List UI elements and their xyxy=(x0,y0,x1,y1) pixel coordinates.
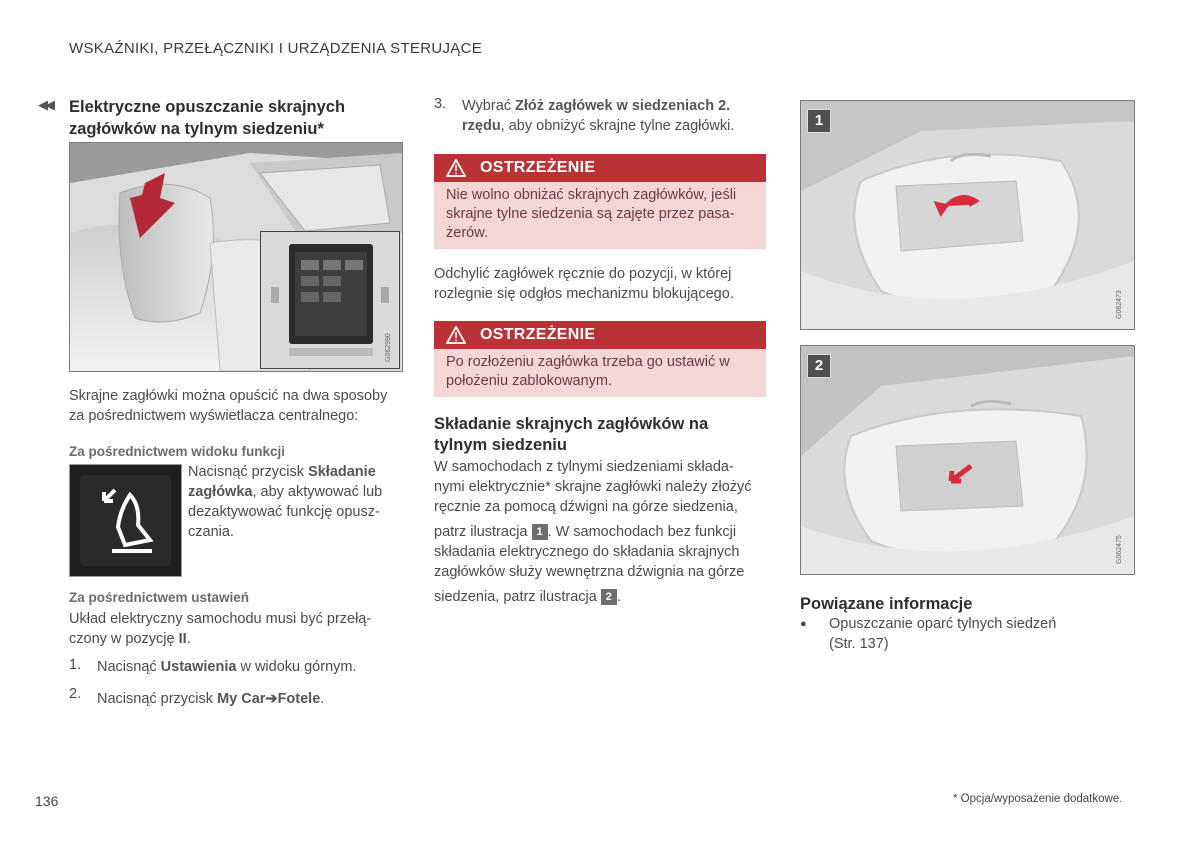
settings-text xyxy=(69,609,371,649)
photo-code-1: G062473 xyxy=(1116,290,1123,319)
fold-title-line2: tylnym siedzeniu xyxy=(434,436,567,454)
step1-text xyxy=(97,657,357,677)
func-description xyxy=(188,462,382,542)
settings-line1: Układ elektryczny samochodu musi być przełą- xyxy=(69,611,372,627)
fold-title-line1: Składanie skrajnych zagłówków na xyxy=(434,415,709,433)
fold-line1: W samochodach z tylnymi siedzeniami składa- xyxy=(434,459,734,475)
step3-line2 xyxy=(462,116,734,136)
warning-triangle-icon xyxy=(446,326,466,344)
step2-c: Fotele xyxy=(277,691,321,707)
warn1-line1: Nie wolno obniżać skrajnych zagłówków, jeśli xyxy=(446,187,737,203)
warn2-line2: położeniu zablokowanym. xyxy=(446,373,613,389)
step3-l1b: Złóż zagłówek w siedzeniach 2. xyxy=(515,98,731,114)
step2-d: . xyxy=(320,691,325,707)
photo-code: G062990 xyxy=(385,333,392,362)
fold-l4a: patrz ilustracja xyxy=(434,524,532,540)
settings-l2b: II xyxy=(178,631,187,647)
headrest-photo-1 xyxy=(800,100,1135,330)
tilt-text xyxy=(434,264,734,304)
intro-line2: za pośrednictwem wyświetlacza centralnego: xyxy=(69,408,359,424)
step1-b: Ustawienia xyxy=(160,659,237,675)
related-info-title: Powiązane informacje xyxy=(800,595,973,613)
func-line2 xyxy=(188,482,382,502)
func-l1a: Nacisnąć przycisk xyxy=(188,464,309,480)
headrest-photo-2 xyxy=(800,345,1135,575)
func-line4: czania. xyxy=(188,524,234,540)
step3-l2b: , aby obniżyć skrajne tylne zagłówki. xyxy=(500,118,735,134)
fold-line4 xyxy=(434,522,752,542)
step2-text xyxy=(97,689,324,709)
back-arrows-icon[interactable]: ◀◀ xyxy=(38,97,52,112)
center-display-inset xyxy=(260,231,400,369)
func-line3: dezaktywować funkcję opusz- xyxy=(188,504,380,520)
fold-l7b: . xyxy=(616,589,621,605)
step2-b: My Car xyxy=(217,691,266,707)
bullet-icon: ● xyxy=(800,618,807,630)
fold-text xyxy=(434,457,752,607)
fold-line3: ręcznie za pomocą dźwigni na górze siedzenia, xyxy=(434,499,738,515)
step3-l1a: Wybrać xyxy=(462,98,516,114)
warning-header-1 xyxy=(434,154,766,182)
section-title-line2: zagłówków na tylnym siedzeniu* xyxy=(69,120,324,138)
settings-l2a: czony w pozycję xyxy=(69,631,179,647)
tilt-line1: Odchylić zagłówek ręcznie do pozycji, w której xyxy=(434,266,732,282)
step2-a: Nacisnąć przycisk xyxy=(97,691,218,707)
rear-seat-photo xyxy=(69,142,403,372)
step1-number: 1. xyxy=(69,657,82,673)
step3-number: 3. xyxy=(434,96,447,112)
fold-headrest-button-icon xyxy=(69,464,182,577)
func-l1b: Składanie xyxy=(308,464,376,480)
func-line1 xyxy=(188,462,382,482)
related-link[interactable] xyxy=(829,614,1056,654)
warning-triangle-icon xyxy=(446,159,466,177)
photo-code-2: G062475 xyxy=(1116,535,1123,564)
warning-title-2: OSTRZEŻENIE xyxy=(480,326,596,343)
page-number: 136 xyxy=(35,793,59,809)
photo-number-1: 1 xyxy=(807,109,831,133)
fold-l7a: siedzenia, patrz ilustracja xyxy=(434,589,601,605)
step1-a: Nacisnąć xyxy=(97,659,161,675)
step2-number: 2. xyxy=(69,686,82,702)
func-subheading: Za pośrednictwem widoku funkcji xyxy=(69,444,286,459)
headrest-lever-illustration-1 xyxy=(801,101,1134,329)
fold-line6: zagłówków służy wewnętrzna dźwignia na górze xyxy=(434,564,745,580)
settings-line2 xyxy=(69,629,371,649)
fold-section-title xyxy=(434,414,708,456)
photo-number-2: 2 xyxy=(807,354,831,378)
func-l2b: , aby aktywować lub xyxy=(252,484,383,500)
section-title-line1: Elektryczne opuszczanie skrajnych xyxy=(69,98,346,116)
warn1-line3: żerów. xyxy=(446,225,488,241)
warning-box-1 xyxy=(434,154,766,249)
illustration-ref-badge-2: 2 xyxy=(601,589,617,605)
warn2-line1: Po rozłożeniu zagłówka trzeba go ustawić w xyxy=(446,354,730,370)
func-l2a: zagłówka xyxy=(188,484,253,500)
arrow-right-icon: ➔ xyxy=(265,691,278,707)
fold-line7 xyxy=(434,587,752,607)
step3-line1 xyxy=(462,96,734,116)
warning-title-1: OSTRZEŻENIE xyxy=(480,159,596,176)
page-header: WSKAŹNIKI, PRZEŁĄCZNIKI I URZĄDZENIA STERUJĄCE xyxy=(69,40,483,57)
headrest-lever-illustration-2 xyxy=(801,346,1134,574)
footnote: * Opcja/wyposażenie dodatkowe. xyxy=(953,793,1123,805)
related-link-line1[interactable]: Opuszczanie oparć tylnych siedzeń xyxy=(829,616,1057,632)
illustration-ref-badge-1: 1 xyxy=(532,524,548,540)
warning-box-2 xyxy=(434,321,766,397)
section-title xyxy=(69,96,345,140)
settings-l2c: . xyxy=(186,631,191,647)
warning-body-2 xyxy=(434,349,766,397)
fold-line2: nymi elektrycznie* skrajne zagłówki należy złożyć xyxy=(434,479,752,495)
warning-body-1 xyxy=(434,182,766,249)
step3-text xyxy=(462,96,734,136)
intro-text xyxy=(69,386,387,426)
center-display-illustration xyxy=(261,232,399,368)
step1-c: w widoku górnym. xyxy=(236,659,357,675)
step3-l2a: rzędu xyxy=(462,118,501,134)
settings-subheading: Za pośrednictwem ustawień xyxy=(69,590,250,605)
intro-line1: Skrajne zagłówki można opuścić na dwa sposoby xyxy=(69,388,388,404)
fold-line5: składania elektrycznego do składania skrajnych xyxy=(434,544,740,560)
tilt-line2: rozlegnie się odgłos mechanizmu blokującego. xyxy=(434,286,734,302)
warn1-line2: skrajne tylne siedzenia są zajęte przez pasa- xyxy=(446,206,735,222)
seat-fold-icon xyxy=(70,465,181,576)
fold-l4b: . W samochodach bez funkcji xyxy=(547,524,737,540)
warning-header-2 xyxy=(434,321,766,349)
related-link-line2[interactable]: (Str. 137) xyxy=(829,636,889,652)
